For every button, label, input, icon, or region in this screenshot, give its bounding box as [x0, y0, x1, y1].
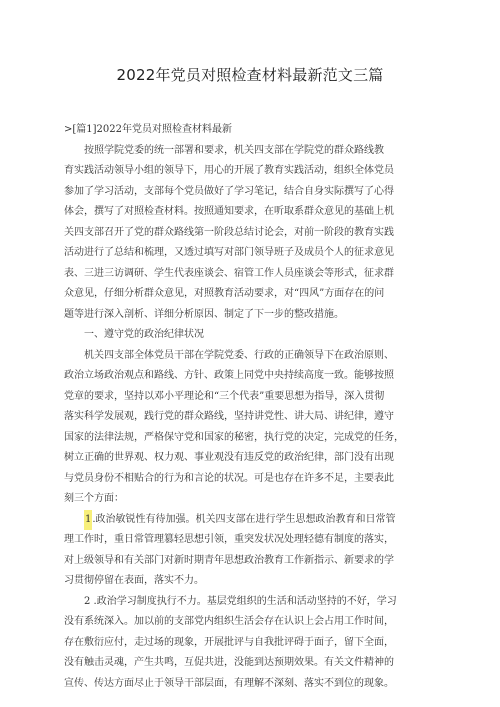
line-text: 存在敷衍应付，走过场的现象，开展批评与自我批评碍于面子，留下全面，	[64, 636, 394, 648]
line-text: 国家的法律法规，严格保守党和国家的秘密，执行党的决定，完成党的任务，	[64, 431, 404, 443]
text-line	[64, 325, 438, 346]
text-line	[64, 387, 438, 408]
document-body	[64, 120, 438, 694]
line-text: 表、三进三访调研、学生代表座谈会、宿管工作人员座谈会等形式，征求群	[64, 267, 394, 279]
line-text: 落实科学发展观，践行党的群众路线，坚持讲党性、讲大局、讲纪律，遵守	[64, 411, 394, 422]
line-text: 题等进行深入剖析、详细分析原因、制定了下一步的整改措施。	[64, 308, 344, 320]
line-text: 2 .政治学习制度执行不力。基层党组织的生活和活动坚持的不好，学习	[84, 595, 397, 607]
text-line	[64, 428, 438, 449]
line-text: 参加了学习活动，支部每个党员做好了学习笔记，结合自身实际撰写了心得	[64, 185, 394, 197]
line-text: 树立正确的世界观、权力观、事业观没有违反党的政治纪律，部门没有出现	[64, 452, 394, 463]
text-line	[64, 551, 438, 572]
text-line	[64, 141, 438, 162]
text-line	[64, 489, 438, 510]
text-line	[64, 571, 438, 592]
line-text: 党章的要求，坚持以邓小平理论和“三个代表”重要思想为指导，深入贯彻	[64, 390, 385, 402]
text-line	[64, 510, 438, 531]
line-text: .政治敏锐性有待加强。机关四支部在进行学生思想政治教育和日常管	[92, 513, 396, 525]
paragraph	[64, 592, 438, 695]
line-text: 育实践活动领导小组的领导下，用心的开展了教育实践活动，组织全体党员	[64, 165, 394, 176]
text-line	[64, 674, 438, 695]
text-line	[64, 633, 438, 654]
paragraph	[64, 141, 438, 326]
text-line	[64, 223, 438, 244]
line-text: 关四支部召开了党的群众路线第一阶段总结讨论会，对前一阶段的教育实践	[64, 226, 394, 238]
line-text: 宣传、传达方面尽止于领导干部层面，有理解不深刻、落实不到位的现象。	[64, 677, 394, 689]
text-line	[64, 161, 438, 182]
line-text: 刻三个方面：	[64, 493, 124, 504]
text-line	[64, 448, 438, 469]
text-line	[64, 469, 438, 490]
text-line	[64, 592, 438, 613]
paragraph	[64, 510, 438, 592]
line-text: 体会，撰写了对照检查材料。按照通知要求，在听取系群众意见的基础上机	[64, 206, 394, 217]
line-text: 习贯彻停留在表面，落实不力。	[64, 575, 204, 586]
line-text: 活动进行了总结和梳理，又透过填写对部门领导班子及成员个人的征求意见	[64, 247, 394, 258]
line-text: 理工作时，重日常管理篡轻思想引领，重突发状况处理轻德有制度的落实，	[64, 534, 394, 545]
text-line	[64, 612, 438, 633]
text-line	[64, 530, 438, 551]
line-text: 机关四支部全体党员干部在学院党委、行政的正确领导下在政治原则、	[84, 349, 394, 361]
text-line	[64, 202, 438, 223]
text-line	[64, 346, 438, 367]
line-text: 众意见，仔细分析群众意见，对照教育活动要求，对“四风”方面存在的问	[64, 288, 385, 299]
highlighted-number: 1	[84, 510, 92, 531]
line-text: 按照学院党委的统一部署和要求，机关四支部在学院党的群众路线教	[84, 144, 384, 156]
text-line	[64, 264, 438, 285]
section-heading: >[篇1]2022年党员对照检查材料最新	[64, 124, 232, 135]
text-line	[64, 407, 438, 428]
line-text: 一、遵守党的政治纪律状况	[84, 329, 204, 340]
line-text: 政治立场政治观点和路线、方针、政策上同党中央持续高度一致。能够按照	[64, 370, 394, 381]
line-text: 对上级领导和有关部门对新时期青年思想政治教育工作新指示、新要求的学	[64, 554, 394, 566]
text-line	[64, 243, 438, 264]
document-title: 2022年党员对照检查材料最新范文三篇	[116, 66, 384, 84]
text-line	[64, 305, 438, 326]
line-text: 没有触击灵魂，产生共鸣，互促共进，没能到达预期效果。有关文件精神的	[64, 657, 394, 668]
paragraph	[64, 325, 438, 346]
text-line	[64, 182, 438, 203]
text-line	[64, 284, 438, 305]
line-text: 与党员身份不相贴合的行为和言论的状况。可是也存在许多不足，主要表此	[64, 472, 394, 484]
text-line	[64, 366, 438, 387]
text-line	[64, 653, 438, 674]
paragraph	[64, 346, 438, 510]
line-text: 没有系统深入。加以前的支部党内组织生活会存在认识上会占用工作时间，	[64, 616, 394, 627]
